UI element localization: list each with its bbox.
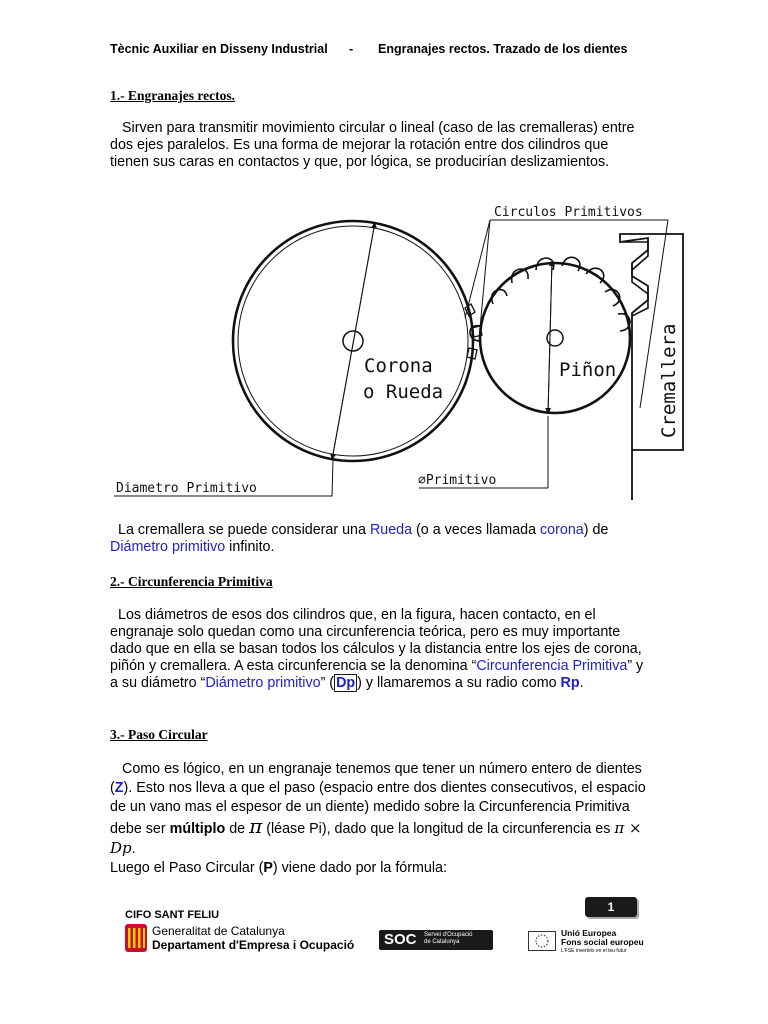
header-separator: - (349, 42, 354, 56)
soc-sub2: de Catalunya (424, 939, 460, 945)
text: infinito. (225, 539, 275, 555)
text: ” y a su diámetro “ (110, 658, 644, 691)
label-pinon: Piñon (559, 359, 617, 381)
label-primitivo: ∅Primitivo (418, 473, 497, 488)
text: . (579, 675, 584, 691)
eu-line3: L'FSE inverteix en el teu futur (561, 948, 627, 954)
text: . (131, 841, 136, 857)
term-diametro-primitivo: Diámetro primitivo (110, 539, 226, 555)
text: ) de (583, 522, 609, 538)
footer-cifo: CIFO SANT FELIU (125, 909, 220, 921)
gencat-line1: Generalitat de Catalunya (152, 924, 285, 938)
term-multiplo: múltiplo (169, 821, 226, 837)
text: de (225, 821, 250, 837)
term-diametro-primitivo: Diámetro primitivo (205, 675, 321, 691)
term-dp: Dp (336, 675, 356, 691)
label-diametro-primitivo: Diametro Primitivo (116, 481, 257, 496)
section2-paragraph (110, 607, 650, 692)
gear-figure (100, 198, 700, 503)
term-corona: corona (540, 522, 584, 538)
eu-text (561, 929, 644, 956)
eu-line1: Unió Europea (561, 928, 617, 938)
section3-last-line (110, 860, 650, 877)
term-circunferencia-primitiva: Circunferencia Primitiva (476, 658, 628, 674)
eu-flag-icon (528, 931, 556, 951)
label-circulos-primitivos: Circulos Primitivos (494, 205, 643, 220)
soc-sub1: Servei d'Ocupació (424, 932, 473, 938)
formula-pi-dp: π × Dp (110, 819, 642, 857)
text: (o a veces llamada (412, 522, 541, 538)
gencat-line2: Departament d'Empresa i Ocupació (152, 938, 355, 952)
label-cremallera: Cremallera (658, 323, 680, 438)
text: (léase Pi), dado que la longitud de la circunferencia es (262, 821, 615, 837)
section1-paragraph: Sirven para transmitir movimiento circular o lineal (caso de las cremalleras) entre dos ejes paralelos. Es una forma de mejorar la rotación entre dos cilindros que tienen sus caras en contactos y que, por lógica, se producirían deslizamientos. (110, 120, 635, 170)
label-corona: Corona (364, 355, 433, 377)
gencat-logo-icon (125, 924, 147, 952)
term-rp: Rp (560, 675, 580, 691)
header-right: Engranajes rectos. Trazado de los dientes (378, 42, 628, 56)
term-p: P (263, 860, 273, 876)
text: ). Esto nos lleva a que el paso (espacio entre dos dientes consecutivos, el espacio de un vano mas el espesor de un diente) medido sobre la Circunferencia Primitiva debe ser (110, 780, 646, 837)
soc-subtitle (424, 932, 473, 946)
text: Los diámetros de esos dos cilindros que, en la figura, hacen contacto, en el engranaje solo quedan como una circunferencia teórica, pero es muy importante dado que en ella se basan todos los cálculos y la distancia entre los ejes de corona, piñón y cremallera. A esta circunferencia se la denomina “ (110, 607, 642, 674)
text: Como es lógico, en un engranaje tenemos que tener un número entero de dientes ( (110, 761, 642, 796)
section1-title: 1.- Engranajes rectos. (110, 88, 235, 103)
pinon-circle (480, 263, 630, 413)
term-z: Z (114, 780, 124, 796)
text: ) y llamaremos a su radio como (357, 675, 561, 691)
section2-title: 2.- Circunferencia Primitiva (110, 574, 273, 589)
page-number-badge: 1 (585, 897, 637, 917)
text: ) viene dado por la fórmula: (272, 860, 447, 876)
text: ” ( (320, 675, 335, 691)
soc-logo-text: SOC (384, 931, 417, 948)
label-o-rueda: o Rueda (363, 381, 444, 403)
header-left: Tècnic Auxiliar en Disseny Industrial (110, 42, 328, 56)
section3-paragraph (110, 760, 650, 859)
section3-title: 3.- Paso Circular (110, 727, 208, 742)
text: Luego el Paso Circular ( (110, 860, 264, 876)
symbol-pi: π (249, 814, 263, 838)
eu-line2: Fons social europeu (561, 937, 644, 947)
term-rueda: Rueda (369, 522, 413, 538)
paragraph-cremallera (110, 522, 650, 556)
text: La cremallera se puede considerar una (118, 522, 370, 538)
